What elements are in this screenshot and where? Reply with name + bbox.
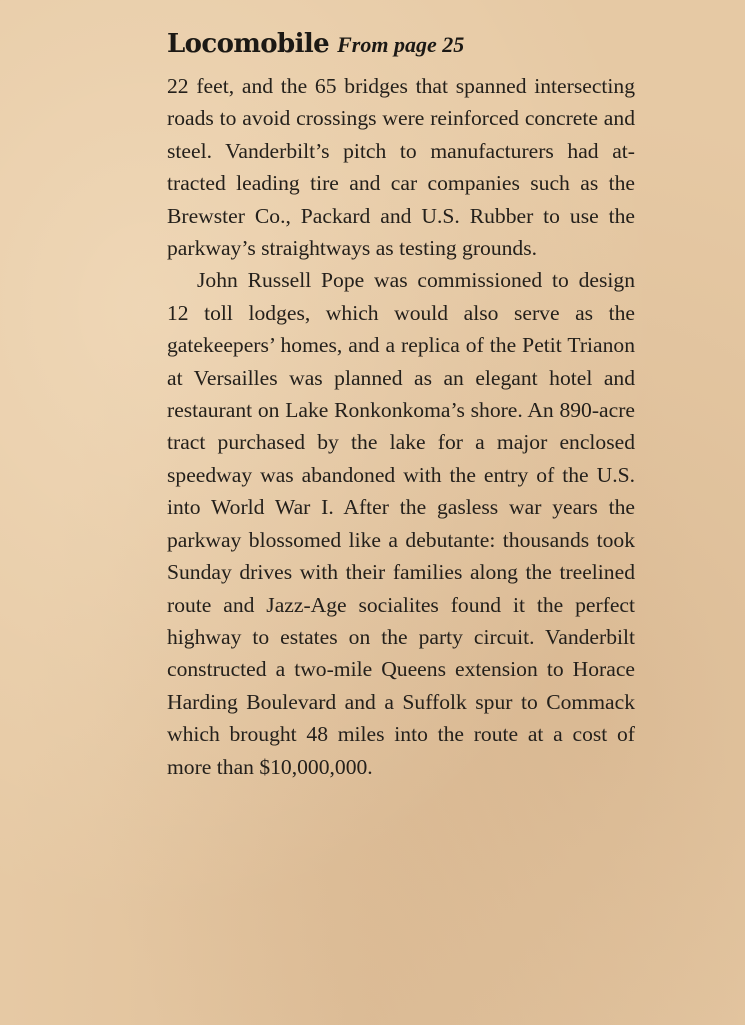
continuation-line: From page 25 xyxy=(337,32,465,57)
paragraph-1: 22 feet, and the 65 bridges that spanned intersecting roads to avoid crossings were reinforced concrete and steel. Vanderbilt’s pitch to manufacturers had attracted leading tire and car companies such as the Brewster Co., Packard and U.S. Rubber to use the parkway’s straightways as testing grounds. xyxy=(167,74,635,261)
article-headline xyxy=(167,22,635,66)
article-body xyxy=(167,70,635,783)
paragraph-2: John Russell Pope was commissioned to design 12 toll lodges, which would also serve as the gatekeepers’ homes, and a replica of the Petit Trianon at Versailles was planned as an elegant hotel and restaurant on Lake Ronkonkoma’s shore. An 890-acre tract purchased by the lake for a major enclosed speedway was abandoned with the entry of the U.S. into World War I. After the gasless war years the parkway blossomed like a debutante: thousands took Sunday drives with their families along the treelined route and Jazz-Age socialites found it the perfect highway to estates on the party circuit. Vanderbilt constructed a two-mile Queens extension to Horace Harding Boulevard and a Suffolk spur to Commack which brought 48 miles into the route at a cost of more than $10,000,000. xyxy=(167,268,635,779)
headline-kicker: Locomobile xyxy=(167,29,330,59)
article-column xyxy=(167,22,635,783)
